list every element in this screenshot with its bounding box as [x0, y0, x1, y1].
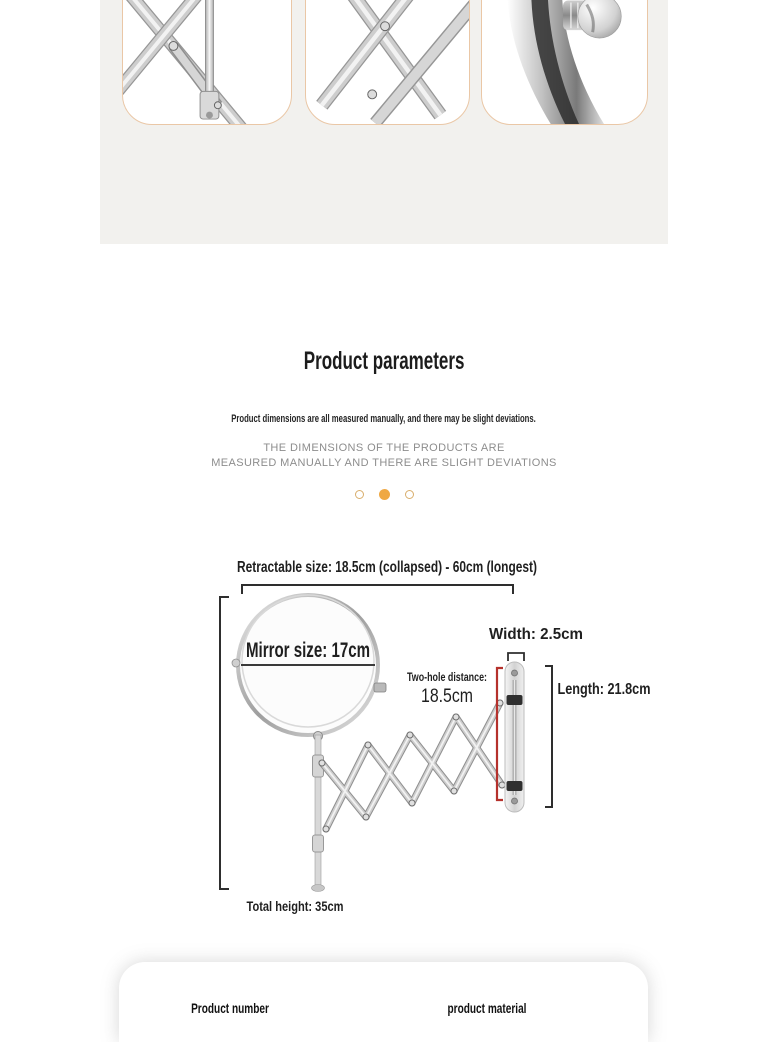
plate-clamp-bottom: [507, 781, 523, 791]
mirror-size-label: Mirror size: 17cm: [246, 639, 370, 662]
measure-note-line1: THE DIMENSIONS OF THE PRODUCTS ARE: [263, 442, 505, 454]
carousel-dot-3[interactable]: [405, 490, 414, 499]
page-title-text: Product parameters: [303, 347, 465, 375]
measure-note-bold: Product dimensions are all measured manually, and there may be slight deviations.: [231, 413, 537, 425]
plate-clamp-top: [507, 695, 523, 705]
retractable-size-label: Retractable size: 18.5cm (collapsed) - 60cm (longest): [237, 559, 537, 576]
measure-note-line2: MEASURED MANUALLY AND THERE ARE SLIGHT DEVIATIONS: [211, 457, 557, 469]
scissor-arm-image-2: [306, 0, 469, 124]
plate-screw-top: [512, 670, 518, 676]
width-bracket: [508, 653, 524, 661]
total-height-bracket: [220, 597, 229, 889]
carousel-dot-1[interactable]: [355, 490, 364, 499]
measure-note-gray: [0, 441, 768, 471]
gallery-thumbnail-2[interactable]: [305, 0, 470, 125]
length-bracket: [545, 666, 552, 807]
two-hole-label: Two-hole distance:: [407, 670, 487, 684]
two-hole-value: 18.5cm: [421, 686, 473, 707]
gallery-thumbnail-1[interactable]: [122, 0, 292, 125]
product-gallery-strip: [100, 0, 668, 244]
retractable-size-bracket: [242, 585, 513, 594]
post-bracket-lower: [313, 835, 324, 852]
plate-screw-bottom: [512, 798, 518, 804]
total-height-label: Total height: 35cm: [246, 898, 344, 914]
length-label: Length: 21.8cm: [557, 681, 651, 698]
dimensions-diagram: [0, 545, 768, 925]
spec-col-product-number: Product number: [191, 1000, 269, 1016]
width-label: Width: 2.5cm: [489, 626, 583, 643]
scissor-arm-image-1: [123, 0, 291, 124]
spec-col-product-material: product material: [447, 1000, 527, 1016]
chrome-arm-knob-image-3: [482, 0, 647, 124]
carousel-indicator: [0, 489, 768, 500]
post-foot: [312, 885, 325, 892]
carousel-dot-2-active[interactable]: [379, 489, 390, 500]
gallery-thumbnail-3[interactable]: [481, 0, 648, 125]
page-title: [0, 347, 768, 376]
mirror-left-knob: [232, 659, 240, 667]
spec-table-card: [119, 962, 648, 1042]
mirror-right-clamp: [374, 683, 386, 692]
